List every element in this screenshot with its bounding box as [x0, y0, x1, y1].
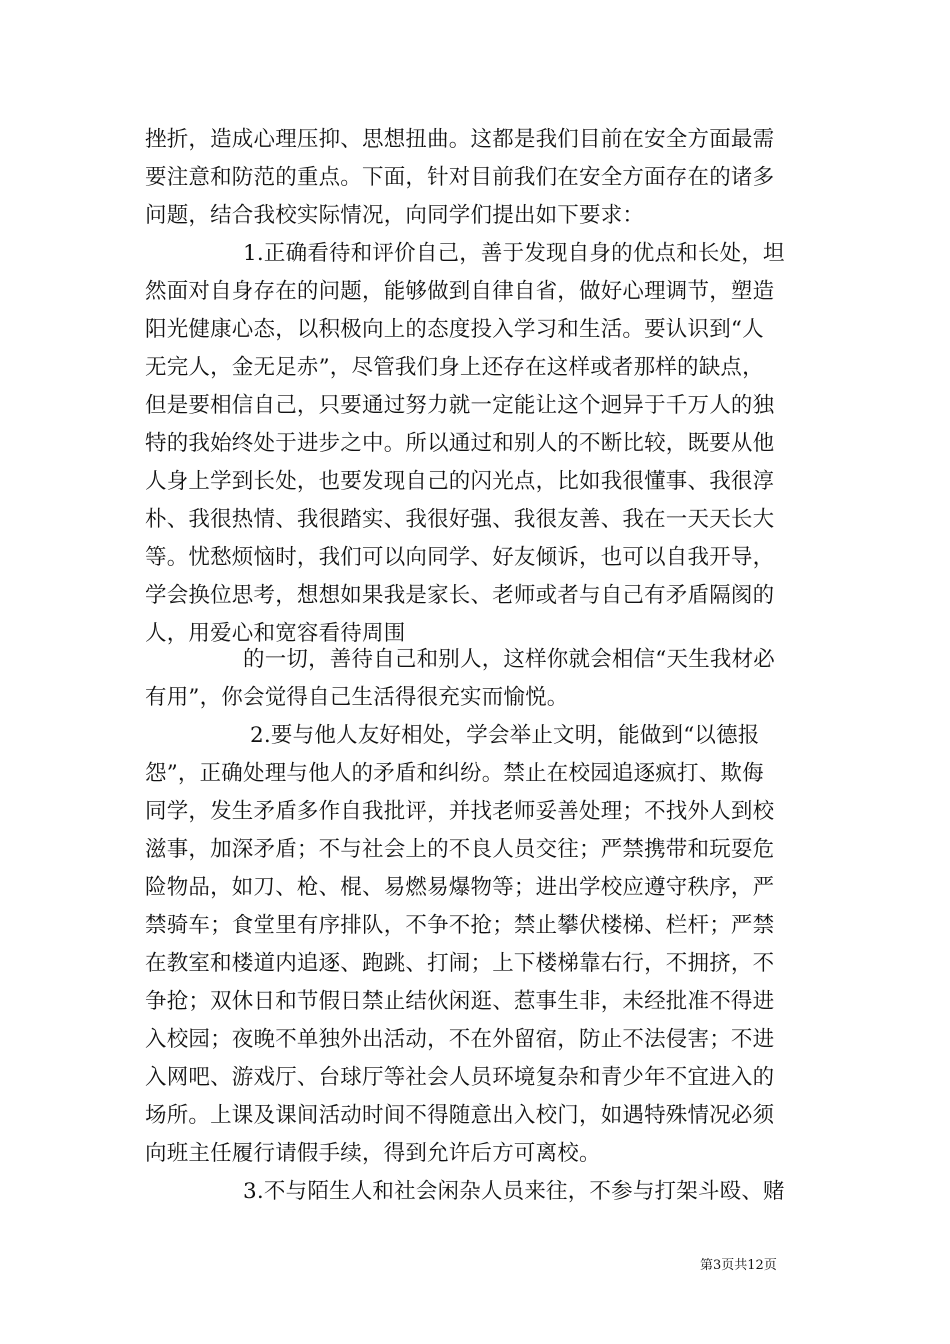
- text-line: 2.要与他人友好相处，学会举止文明，能做到“以德报: [250, 723, 760, 748]
- text-line: 但是要相信自己，只要通过努力就一定能让这个迥异于千万人的独: [145, 393, 775, 418]
- text-line: 1.正确看待和评价自己，善于发现自身的优点和长处，坦: [243, 241, 785, 266]
- text-line: 人身上学到长处，也要发现自己的闪光点，比如我很懂事、我很淳: [145, 469, 775, 494]
- text-line: 问题，结合我校实际情况，向同学们提出如下要求：: [145, 203, 645, 228]
- text-line: 在教室和楼道内追逐、跑跳、打闹；上下楼梯靠右行，不拥挤，不: [145, 951, 775, 976]
- text-line: 3.不与陌生人和社会闲杂人员来往，不参与打架斗殴、赌: [243, 1179, 785, 1204]
- text-line: 等。忧愁烦恼时，我们可以向同学、好友倾诉，也可以自我开导，: [145, 545, 775, 570]
- text-line: 怨”，正确处理与他人的矛盾和纠纷。禁止在校园追逐疯打、欺侮: [145, 761, 764, 786]
- text-line: 禁骑车；食堂里有序排队，不争不抢；禁止攀伏楼梯、栏杆；严禁: [145, 913, 775, 938]
- text-line: 无完人，金无足赤”，尽管我们身上还存在这样或者那样的缺点，: [145, 355, 764, 380]
- text-line: 要注意和防范的重点。下面，针对目前我们在安全方面存在的诸多: [145, 165, 775, 190]
- text-line: 阳光健康心态，以积极向上的态度投入学习和生活。要认识到“人: [145, 317, 764, 342]
- text-line: 特的我始终处于进步之中。所以通过和别人的不断比较，既要从他: [145, 431, 775, 456]
- text-line: 场所。上课及课间活动时间不得随意出入校门，如遇特殊情况必须: [145, 1103, 775, 1128]
- text-line: 入校园；夜晚不单独外出活动，不在外留宿，防止不法侵害；不进: [145, 1027, 775, 1052]
- text-line: 滋事，加深矛盾；不与社会上的不良人员交往；严禁携带和玩耍危: [145, 837, 775, 862]
- text-line: 有用”，你会觉得自己生活得很充实而愉悦。: [145, 685, 569, 710]
- text-line: 同学，发生矛盾多作自我批评，并找老师妥善处理；不找外人到校: [145, 799, 775, 824]
- text-line: 向班主任履行请假手续，得到允许后方可离校。: [145, 1141, 601, 1166]
- text-line: 人，用爱心和宽容看待周围: [145, 621, 406, 646]
- text-line: 的一切，善待自己和别人，这样你就会相信“天生我材必: [243, 647, 775, 672]
- text-line: 朴、我很热情、我很踏实、我很好强、我很友善、我在一天天长大: [145, 507, 775, 532]
- text-line: 险物品，如刀、枪、棍、易燃易爆物等；进出学校应遵守秩序，严: [145, 875, 775, 900]
- text-line: 然面对自身存在的问题，能够做到自律自省，做好心理调节，塑造: [145, 279, 775, 304]
- page-number: 第3页共12页: [700, 1258, 777, 1273]
- text-line: 学会换位思考，想想如果我是家长、老师或者与自己有矛盾隔阂的: [145, 583, 775, 608]
- text-line: 争抢；双休日和节假日禁止结伙闲逛、惹事生非，未经批准不得进: [145, 989, 775, 1014]
- text-line: 入网吧、游戏厅、台球厅等社会人员环境复杂和青少年不宜进入的: [145, 1065, 775, 1090]
- text-line: 挫折，造成心理压抑、思想扭曲。这都是我们目前在安全方面最需: [145, 127, 775, 152]
